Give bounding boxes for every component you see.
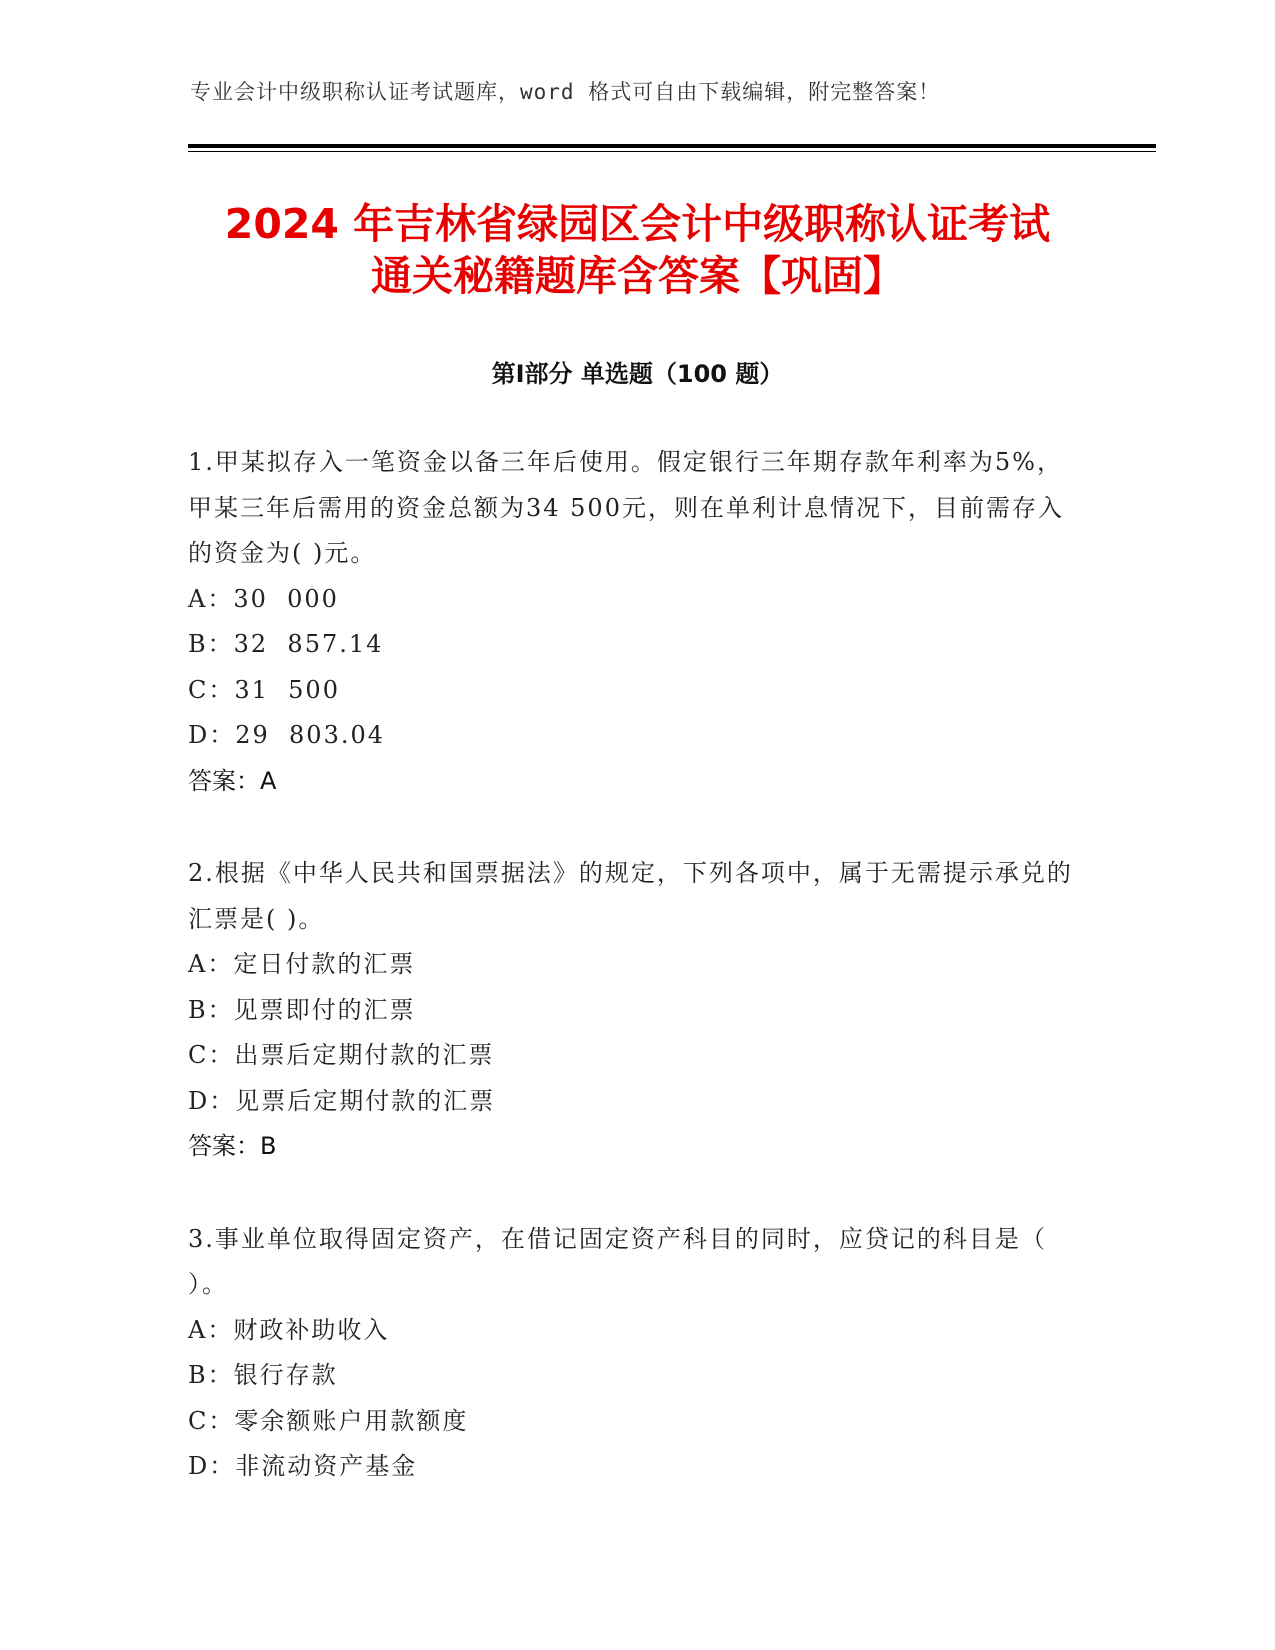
question-stem: 2.根据《中华人民共和国票据法》的规定，下列各项中，属于无需提示承兑的汇票是( )。	[188, 859, 1073, 933]
question-1	[188, 440, 1088, 804]
answer: 答案：A	[188, 766, 277, 795]
document-title-line-1: 2024 年吉林省绿园区会计中级职称认证考试	[224, 200, 1051, 248]
option-b: B：见票即付的汇票	[188, 995, 416, 1024]
option-c: C：出票后定期付款的汇票	[188, 1041, 495, 1069]
document-title-line-2: 通关秘籍题库含答案【巩固】	[371, 252, 904, 300]
option-a: A：30 000	[188, 584, 339, 613]
answer: 答案：B	[188, 1132, 277, 1160]
question-list	[188, 440, 1088, 1537]
question-3	[188, 1217, 1088, 1490]
section-title: 第Ⅰ部分 单选题（100 题）	[491, 360, 784, 388]
option-d: D：29 803.04	[188, 721, 386, 749]
option-b: B：银行存款	[188, 1361, 338, 1389]
document-title	[150, 198, 1125, 302]
header-divider-thick	[188, 144, 1156, 148]
option-b: B：32 857.14	[188, 630, 384, 658]
question-stem: 1.甲某拟存入一笔资金以备三年后使用。假定银行三年期存款年利率为5%，甲某三年后需用的资金总额为34 500元，则在单利计息情况下，目前需存入的资金为( )元。	[188, 448, 1064, 567]
option-c: C：零余额账户用款额度	[188, 1406, 469, 1435]
option-a: A：财政补助收入	[188, 1315, 390, 1344]
question-2	[188, 851, 1088, 1170]
option-a: A：定日付款的汇票	[188, 950, 416, 978]
option-c: C：31 500	[188, 675, 340, 704]
header-note: 专业会计中级职称认证考试题库，word 格式可自由下载编辑，附完整答案！	[190, 80, 941, 104]
option-d: D：非流动资产基金	[188, 1452, 418, 1480]
question-stem: 3.事业单位取得固定资产，在借记固定资产科目的同时，应贷记的科目是（ ）。	[188, 1224, 1047, 1298]
option-d: D：见票后定期付款的汇票	[188, 1086, 496, 1115]
header-divider-thin	[188, 151, 1156, 152]
